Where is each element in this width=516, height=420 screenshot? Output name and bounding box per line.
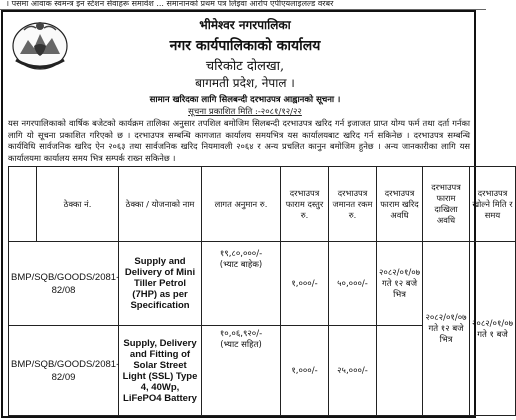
cost-value: १०,०६,९२०/- — [219, 329, 263, 339]
purchase-period-blank — [377, 326, 423, 416]
deposit-value: ५०,०००/- — [329, 242, 377, 326]
col-header-name: ठेक्का / योजनाको नाम — [119, 167, 202, 242]
fee-value: १,०००/- — [281, 326, 329, 416]
table-header-row — [9, 167, 516, 242]
item-name: Supply, Delivery and Fitting of Solar Street Light (SSL) Type 4, 40Wp, LiFePO4 Battery — [119, 326, 202, 416]
opening-time: २०८२/०१/०७ गते १ बजे — [470, 242, 516, 416]
tender-no: BMP/SQB/GOODS/2081-82/09 — [9, 326, 119, 416]
address-line: चरिकोट दोलखा, — [205, 59, 285, 74]
tender-table — [8, 166, 516, 416]
col-header-deposit: दरभाउपत्र जमानत रकम रु. — [329, 167, 377, 242]
col-header-sn — [9, 167, 37, 242]
publish-date: सूचना प्रकाशित मिति :-२०८१/१२/२२ — [188, 107, 302, 117]
item-name: Supply and Delivery of Mini Tiller Petrol (7HP) as per Specification — [119, 242, 202, 326]
col-header-opening: दरभाउपत्र खोल्ने मिति र समय — [470, 167, 516, 242]
table-row — [9, 242, 516, 326]
cost-note: (भ्याट सहित) — [220, 340, 262, 350]
cost-note: (भ्याट बाहेक) — [219, 260, 263, 270]
col-header-purchase: दरभाउपत्र फाराम खरिद अवधि — [377, 167, 423, 242]
col-header-cost: लागत अनुमान रु. — [202, 167, 281, 242]
deposit-value: २५,०००/- — [329, 326, 377, 416]
tender-table-wrap — [8, 166, 514, 418]
cost-cell — [202, 326, 281, 416]
submission-period: २०८२/०१/०७ गते १२ बजे भित्र — [423, 242, 470, 416]
province-line: बागमती प्रदेश, नेपाल । — [195, 76, 295, 90]
previous-notice-strip: । पसमा आवाक स्वमन्त्र इन स्टेशन सेवाहरू समावेश ... समानानको प्रथम पत्र लिइवा आरोप एपीएयलाइलल्ड वरबर — [0, 0, 486, 10]
col-header-submission: दरभाउपत्र फाराम दाखिला अवधि — [423, 167, 470, 242]
col-header-fee: दरभाउपत्र फाराम दस्तुर रु. — [281, 167, 329, 242]
tender-no: BMP/SQB/GOODS/2081-82/08 — [9, 242, 119, 326]
fee-value: १,०००/- — [281, 242, 329, 326]
municipality-name: भीमेश्वर नगरपालिका — [199, 18, 291, 32]
col-header-tender-no: ठेक्का नं. — [37, 167, 119, 242]
notice-body: यस नगरपालिकाको वार्षिक बजेटको कार्यक्रम तालिका अनुसार तपशिल बमोजिम सिलबन्दी दरभाउपत्र खरिद गर्न इजाजत प्राप्त योग्य फर्म तथा दर्ता गर्नका लागि यो सूचना प्रकाशित गरिएको छ । दरभाउपत्र सम्बन्धि कागजात कार्यालय समयभित्र यस कार्यालयबाट खरिद गर्न सकिनेछ । दरभाउपत्र सम्बन्धि कार्यविधि सार्वजनिक खरिद ऐन २०६३ तथा सार्वजनिक खरिद नियमावली २०६४ र अन्य प्रचलित कानुन बमोजिम हुनेछ । अन्य जानकारीका लागि यस कार्यालयमा कार्यालय समय भित्र सम्पर्क राख्न सकिनेछ । — [8, 118, 470, 163]
cost-value: १९,८०,०००/- — [219, 249, 263, 259]
cost-cell — [202, 242, 281, 326]
purchase-period: २०८२/०१/०७ गते १२ बजे भित्र — [377, 242, 423, 326]
office-name: नगर कार्यपालिकाको कार्यालय — [169, 38, 321, 54]
notice-title: सामान खरिदका लागि सिलबन्दी दरभाउपत्र आह्वानको सूचना । — [149, 95, 341, 105]
